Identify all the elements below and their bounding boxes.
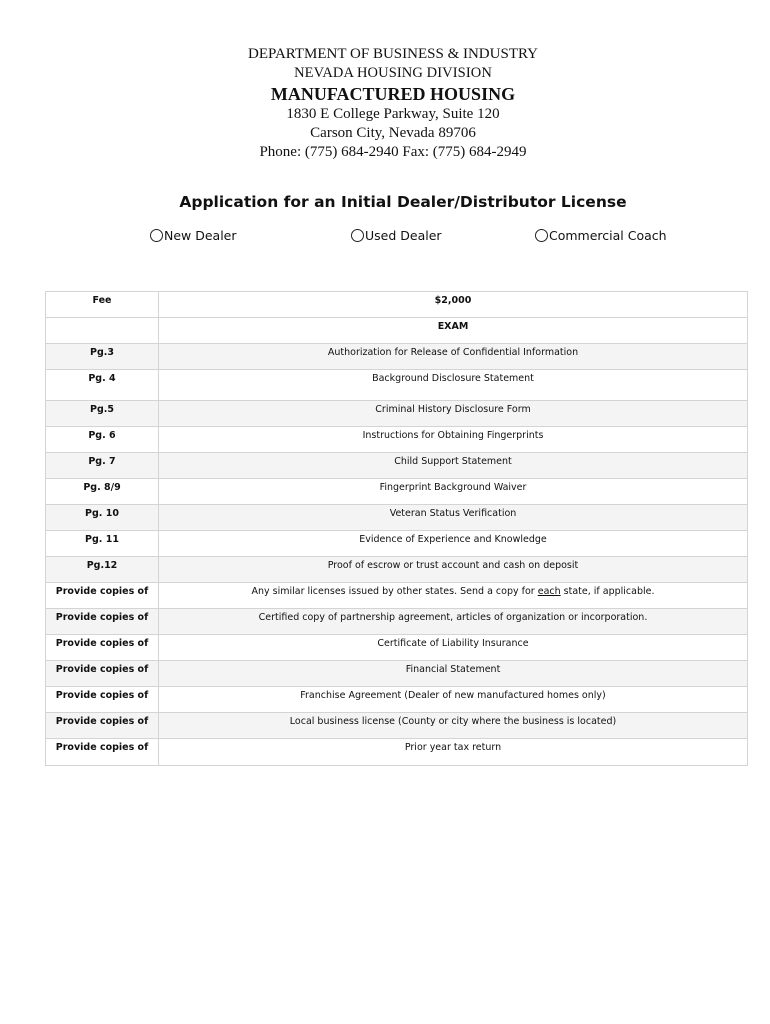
requirement-item: Proof of escrow or trust account and cash on deposit	[159, 557, 748, 583]
requirement-category: Pg.12	[46, 557, 159, 583]
commercial-coach-label: Commercial Coach	[549, 228, 667, 243]
requirement-category: Pg. 10	[46, 505, 159, 531]
table-row	[46, 292, 748, 318]
requirement-category: Pg.5	[46, 401, 159, 427]
used-dealer-option[interactable]	[351, 228, 442, 243]
requirement-category: Pg. 7	[46, 453, 159, 479]
commercial-coach-option[interactable]	[535, 228, 667, 243]
table-row	[46, 609, 748, 635]
table-row	[46, 557, 748, 583]
table-row	[46, 687, 748, 713]
table-row	[46, 583, 748, 609]
table-row	[46, 344, 748, 370]
contact-phone-fax: Phone: (775) 684-2940 Fax: (775) 684-2949	[259, 144, 527, 160]
requirement-item	[159, 583, 748, 609]
form-title: Application for an Initial Dealer/Distributor License	[179, 193, 627, 211]
division-name: NEVADA HOUSING DIVISION	[294, 65, 492, 81]
table-row	[46, 505, 748, 531]
city-address: Carson City, Nevada 89706	[310, 125, 476, 141]
requirement-item: Child Support Statement	[159, 453, 748, 479]
requirement-item: Background Disclosure Statement	[159, 370, 748, 401]
table-row	[46, 531, 748, 557]
requirements-table	[45, 291, 748, 766]
radio-button-icon[interactable]	[150, 229, 163, 242]
agency-title: MANUFACTURED HOUSING	[270, 84, 516, 104]
requirement-item: $2,000	[159, 292, 748, 318]
emphasized-word: each	[537, 586, 561, 597]
requirement-item: Local business license (County or city where the business is located)	[159, 713, 748, 739]
requirement-category: Pg.3	[46, 344, 159, 370]
requirement-category: Provide copies of	[46, 635, 159, 661]
table-row	[46, 370, 748, 401]
requirement-category: Fee	[46, 292, 159, 318]
used-dealer-label: Used Dealer	[365, 228, 442, 243]
radio-button-icon[interactable]	[535, 229, 548, 242]
table-row	[46, 739, 748, 766]
requirement-item: Criminal History Disclosure Form	[159, 401, 748, 427]
requirement-category: Pg. 11	[46, 531, 159, 557]
requirement-item: Certificate of Liability Insurance	[159, 635, 748, 661]
table-row	[46, 661, 748, 687]
requirement-category: Provide copies of	[46, 687, 159, 713]
requirement-item: Prior year tax return	[159, 739, 748, 766]
table-row	[46, 318, 748, 344]
requirement-item: Veteran Status Verification	[159, 505, 748, 531]
requirement-item: EXAM	[159, 318, 748, 344]
requirement-category: Provide copies of	[46, 713, 159, 739]
table-row	[46, 713, 748, 739]
requirement-item: Authorization for Release of Confidential Information	[159, 344, 748, 370]
table-row	[46, 427, 748, 453]
requirement-item: Certified copy of partnership agreement, articles of organization or incorporation.	[159, 609, 748, 635]
requirement-category: Provide copies of	[46, 739, 159, 766]
table-row	[46, 401, 748, 427]
requirement-category: Provide copies of	[46, 661, 159, 687]
requirement-text-end: state, if applicable.	[560, 586, 655, 597]
new-dealer-label: New Dealer	[164, 228, 237, 243]
requirement-item: Financial Statement	[159, 661, 748, 687]
requirement-item: Fingerprint Background Waiver	[159, 479, 748, 505]
new-dealer-option[interactable]	[150, 228, 237, 243]
radio-button-icon[interactable]	[351, 229, 364, 242]
requirement-category	[46, 318, 159, 344]
table-row	[46, 635, 748, 661]
requirement-text-start: Any similar licenses issued by other states. Send a copy for	[251, 586, 538, 597]
table-row	[46, 453, 748, 479]
requirement-category: Provide copies of	[46, 583, 159, 609]
requirement-category: Pg. 4	[46, 370, 159, 401]
requirement-category: Pg. 6	[46, 427, 159, 453]
requirement-category: Pg. 8/9	[46, 479, 159, 505]
department-name: DEPARTMENT OF BUSINESS & INDUSTRY	[248, 46, 538, 62]
requirement-item: Franchise Agreement (Dealer of new manufactured homes only)	[159, 687, 748, 713]
street-address: 1830 E College Parkway, Suite 120	[286, 106, 500, 122]
table-row	[46, 479, 748, 505]
letterhead	[0, 45, 770, 162]
requirement-item: Instructions for Obtaining Fingerprints	[159, 427, 748, 453]
requirement-category: Provide copies of	[46, 609, 159, 635]
requirement-item: Evidence of Experience and Knowledge	[159, 531, 748, 557]
